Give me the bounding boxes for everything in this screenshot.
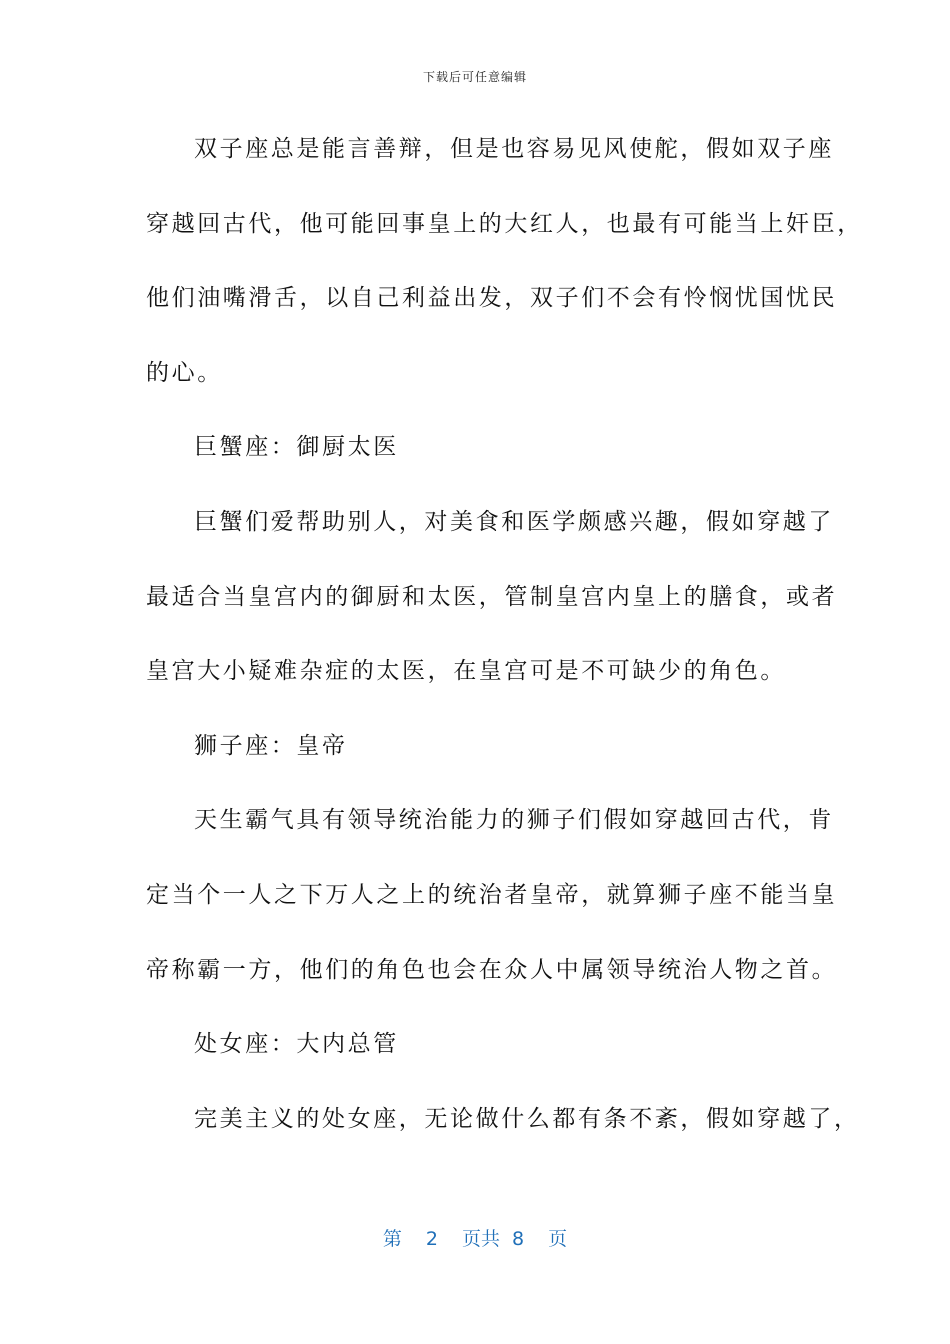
text-line: 双子座总是能言善辩，但是也容易见风使舵，假如双子座 xyxy=(194,136,834,162)
text-line: 他们油嘴滑舌，以自己利益出发，双子们不会有怜悯忧国忧民 xyxy=(146,285,838,312)
section-heading: 处女座：大内总管 xyxy=(194,1031,399,1058)
footer-prefix: 第 xyxy=(382,1228,402,1250)
text-line: 穿越回古代，他可能回事皇上的大红人，也最有可能当上奸臣， xyxy=(146,210,863,237)
current-page-number: 2 xyxy=(425,1228,438,1250)
text-line: 定当个一人之下万人之上的统治者皇帝，就算狮子座不能当皇 xyxy=(146,881,838,908)
text-line: 的心。 xyxy=(146,359,223,386)
total-page-number: 8 xyxy=(512,1228,525,1250)
text-line: 完美主义的处女座，无论做什么都有条不紊，假如穿越了， xyxy=(194,1105,860,1132)
text-line: 天生霸气具有领导统治能力的狮子们假如穿越回古代，肯 xyxy=(194,807,834,834)
text-line: 最适合当皇宫内的御厨和太医，管制皇宫内皇上的膳食，或者 xyxy=(146,583,838,610)
section-heading: 狮子座：皇帝 xyxy=(194,732,348,759)
footer-suffix: 页 xyxy=(548,1228,568,1250)
header-note: 下载后可任意编辑 xyxy=(422,70,527,84)
text-line: 皇宫大小疑难杂症的太医，在皇宫可是不可缺少的角色。 xyxy=(146,658,786,685)
page-number-footer xyxy=(0,1224,950,1251)
section-heading: 巨蟹座：御厨太医 xyxy=(194,434,399,461)
text-line: 巨蟹们爱帮助别人，对美食和医学颇感兴趣，假如穿越了 xyxy=(194,508,834,535)
footer-middle: 页共 xyxy=(461,1228,500,1250)
document-body xyxy=(146,112,863,1156)
text-line: 帝称霸一方，他们的角色也会在众人中属领导统治人物之首。 xyxy=(146,956,838,983)
